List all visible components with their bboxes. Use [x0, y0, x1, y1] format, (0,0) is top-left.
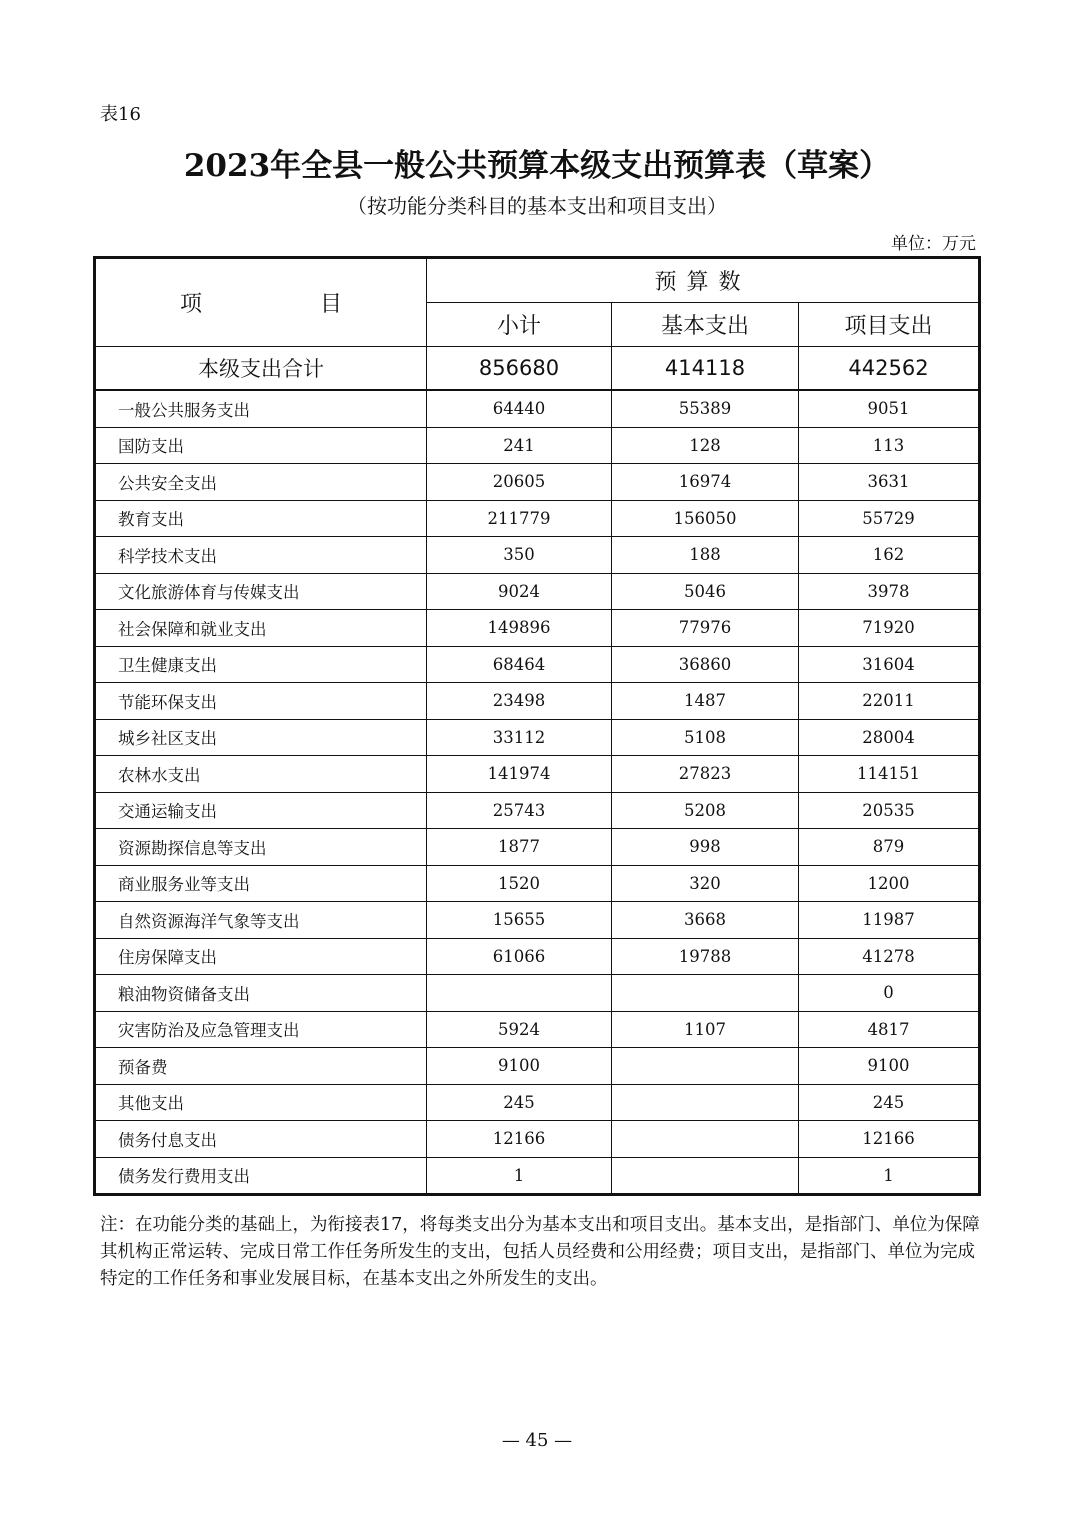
row-name: 灾害防治及应急管理支出: [95, 1011, 427, 1048]
table-row: [95, 1157, 980, 1195]
row-project: 31604: [799, 646, 980, 683]
total-subtotal: 856680: [427, 347, 612, 391]
row-subtotal: 20605: [427, 464, 612, 501]
row-project: 1: [799, 1157, 980, 1195]
row-subtotal: 1877: [427, 829, 612, 866]
row-name: 社会保障和就业支出: [95, 610, 427, 647]
table-row: [95, 500, 980, 537]
row-subtotal: 61066: [427, 938, 612, 975]
row-project: 41278: [799, 938, 980, 975]
row-subtotal: 9024: [427, 573, 612, 610]
table-row: [95, 756, 980, 793]
row-name: 科学技术支出: [95, 537, 427, 574]
row-project: 22011: [799, 683, 980, 720]
row-subtotal: [427, 975, 612, 1012]
row-name: 预备费: [95, 1048, 427, 1085]
row-basic: 156050: [612, 500, 799, 537]
table-row: [95, 390, 980, 427]
row-subtotal: 25743: [427, 792, 612, 829]
header-item-char-1: 项: [179, 292, 202, 317]
row-subtotal: 1520: [427, 865, 612, 902]
row-subtotal: 1: [427, 1157, 612, 1195]
row-project: 879: [799, 829, 980, 866]
row-basic: [612, 1157, 799, 1195]
row-project: 114151: [799, 756, 980, 793]
total-project: 442562: [799, 347, 980, 391]
footnote: 注：在功能分类的基础上，为衔接表17，将每类支出分为基本支出和项目支出。基本支出，是指部门、单位为保障其机构正常运转、完成日常工作任务所发生的支出，包括人员经费和公用经费；项目支出，是指部门、单位为完成特定的工作任务和事业发展目标，在基本支出之外所发生的支出。: [100, 1215, 980, 1289]
row-basic: 27823: [612, 756, 799, 793]
row-project: 20535: [799, 792, 980, 829]
table-row: [95, 719, 980, 756]
row-basic: [612, 1084, 799, 1121]
row-project: 12166: [799, 1121, 980, 1158]
row-project: 1200: [799, 865, 980, 902]
row-name: 节能环保支出: [95, 683, 427, 720]
row-subtotal: 241: [427, 427, 612, 464]
row-project: 3978: [799, 573, 980, 610]
table-row: [95, 646, 980, 683]
table-row: [95, 1048, 980, 1085]
row-basic: [612, 1048, 799, 1085]
row-basic: 320: [612, 865, 799, 902]
row-basic: 16974: [612, 464, 799, 501]
row-subtotal: 33112: [427, 719, 612, 756]
row-project: 113: [799, 427, 980, 464]
row-basic: 55389: [612, 390, 799, 427]
total-basic: 414118: [612, 347, 799, 391]
budget-table: [93, 256, 981, 1196]
row-project: 55729: [799, 500, 980, 537]
row-basic: [612, 1121, 799, 1158]
row-subtotal: 5924: [427, 1011, 612, 1048]
row-basic: 1487: [612, 683, 799, 720]
row-name: 一般公共服务支出: [95, 390, 427, 427]
row-subtotal: 350: [427, 537, 612, 574]
table-row: [95, 938, 980, 975]
row-project: 11987: [799, 902, 980, 939]
row-project: 4817: [799, 1011, 980, 1048]
row-name: 债务付息支出: [95, 1121, 427, 1158]
header-item-char-2: 目: [320, 292, 343, 317]
row-project: 3631: [799, 464, 980, 501]
row-project: 9051: [799, 390, 980, 427]
row-subtotal: 149896: [427, 610, 612, 647]
row-subtotal: 9100: [427, 1048, 612, 1085]
table-row: [95, 1011, 980, 1048]
header-budget-group: 预算数: [427, 258, 980, 303]
row-subtotal: 141974: [427, 756, 612, 793]
row-project: 28004: [799, 719, 980, 756]
row-name: 商业服务业等支出: [95, 865, 427, 902]
table-row: [95, 610, 980, 647]
row-project: 71920: [799, 610, 980, 647]
table-row: [95, 537, 980, 574]
page-subtitle: （按功能分类科目的基本支出和项目支出）: [347, 194, 727, 218]
row-name: 卫生健康支出: [95, 646, 427, 683]
page-number: — 45 —: [501, 1430, 573, 1451]
row-subtotal: 23498: [427, 683, 612, 720]
row-basic: 19788: [612, 938, 799, 975]
table-row: [95, 464, 980, 501]
table-row: [95, 427, 980, 464]
page-title: 2023年全县一般公共预算本级支出预算表（草案）: [183, 148, 891, 184]
table-row: [95, 1121, 980, 1158]
header-subtotal: 小计: [427, 303, 612, 347]
row-subtotal: 64440: [427, 390, 612, 427]
row-basic: 188: [612, 537, 799, 574]
table-row: [95, 975, 980, 1012]
row-subtotal: 211779: [427, 500, 612, 537]
row-basic: [612, 975, 799, 1012]
row-basic: 998: [612, 829, 799, 866]
row-basic: 77976: [612, 610, 799, 647]
row-project: 162: [799, 537, 980, 574]
row-basic: 5108: [612, 719, 799, 756]
table-row: [95, 1084, 980, 1121]
row-project: 9100: [799, 1048, 980, 1085]
table-row: [95, 683, 980, 720]
row-basic: 36860: [612, 646, 799, 683]
total-label: 本级支出合计: [95, 347, 427, 391]
row-name: 住房保障支出: [95, 938, 427, 975]
row-name: 文化旅游体育与传媒支出: [95, 573, 427, 610]
row-name: 其他支出: [95, 1084, 427, 1121]
table-row: [95, 792, 980, 829]
table-row: [95, 902, 980, 939]
row-subtotal: 245: [427, 1084, 612, 1121]
row-basic: 128: [612, 427, 799, 464]
table-row: [95, 865, 980, 902]
row-project: 245: [799, 1084, 980, 1121]
row-basic: 5208: [612, 792, 799, 829]
total-row: [95, 347, 980, 391]
row-basic: 5046: [612, 573, 799, 610]
row-name: 农林水支出: [95, 756, 427, 793]
row-name: 国防支出: [95, 427, 427, 464]
row-name: 公共安全支出: [95, 464, 427, 501]
row-basic: 1107: [612, 1011, 799, 1048]
table-row: [95, 573, 980, 610]
row-subtotal: 12166: [427, 1121, 612, 1158]
row-name: 教育支出: [95, 500, 427, 537]
row-subtotal: 15655: [427, 902, 612, 939]
row-name: 债务发行费用支出: [95, 1157, 427, 1195]
row-name: 自然资源海洋气象等支出: [95, 902, 427, 939]
table-number: 表16: [100, 104, 141, 125]
row-name: 粮油物资储备支出: [95, 975, 427, 1012]
row-name: 城乡社区支出: [95, 719, 427, 756]
table-row: [95, 829, 980, 866]
unit-label: 单位：万元: [891, 234, 976, 254]
row-project: 0: [799, 975, 980, 1012]
row-name: 交通运输支出: [95, 792, 427, 829]
header-project: 项目支出: [799, 303, 980, 347]
header-item: [95, 258, 427, 347]
row-subtotal: 68464: [427, 646, 612, 683]
row-name: 资源勘探信息等支出: [95, 829, 427, 866]
row-basic: 3668: [612, 902, 799, 939]
header-basic: 基本支出: [612, 303, 799, 347]
